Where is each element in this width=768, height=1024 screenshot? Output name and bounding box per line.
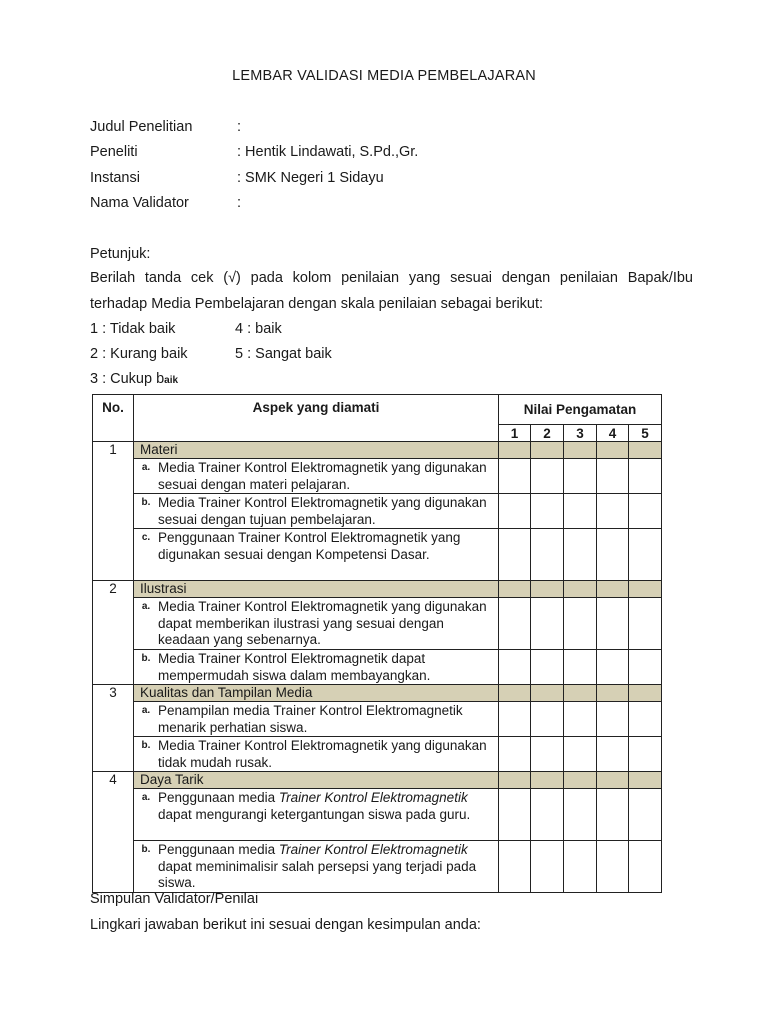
info-label: Peneliti	[90, 144, 138, 160]
score-cell[interactable]	[564, 529, 597, 581]
score-cell[interactable]	[531, 789, 564, 841]
item-text: Penggunaan Trainer Kontrol Elektromagnetik yang digunakan sesuai dengan Kompetensi Dasar.	[158, 530, 461, 562]
validation-table	[92, 394, 662, 893]
section-number: 2	[93, 581, 134, 685]
instruction-line-2: terhadap Media Pembelajaran dengan skala penilaian sebagai berikut:	[90, 296, 544, 312]
aspect-item	[134, 737, 499, 772]
info-label: Instansi	[90, 170, 140, 186]
score-3: 3	[564, 425, 597, 442]
score-cell[interactable]	[564, 459, 597, 494]
aspect-item	[134, 598, 499, 650]
score-cell[interactable]	[597, 494, 629, 529]
score-cell[interactable]	[499, 650, 531, 685]
table-row	[93, 737, 662, 772]
info-label: Judul Penelitian	[90, 119, 193, 135]
score-cell[interactable]	[597, 702, 629, 737]
section-number: 3	[93, 685, 134, 772]
score-cell[interactable]	[499, 459, 531, 494]
scale-1: 1 : Tidak baik	[90, 321, 176, 337]
score-cell[interactable]	[531, 702, 564, 737]
score-cell[interactable]	[597, 841, 629, 893]
item-text-post: dapat mengurangi ketergantungan siswa pada guru.	[158, 806, 471, 822]
score-cell[interactable]	[629, 737, 662, 772]
item-letter: a.	[141, 462, 151, 473]
score-cell[interactable]	[531, 841, 564, 893]
score-cell[interactable]	[499, 598, 531, 650]
score-cell[interactable]	[564, 650, 597, 685]
simpulan-label: Simpulan Validator/Penilai	[90, 891, 259, 907]
score-cell[interactable]	[597, 737, 629, 772]
item-text: Media Trainer Kontrol Elektromagnetik yang digunakan sesuai dengan tujuan pembelajaran.	[158, 495, 487, 527]
item-letter: b.	[141, 844, 151, 855]
table-row	[93, 598, 662, 650]
score-cell[interactable]	[499, 789, 531, 841]
scale-5: 5 : Sangat baik	[235, 346, 332, 362]
score-cell[interactable]	[499, 841, 531, 893]
score-cell[interactable]	[597, 529, 629, 581]
item-text-italic: Trainer Kontrol Elektromagnetik	[278, 842, 468, 857]
section-name: Ilustrasi	[134, 581, 499, 598]
section-name: Materi	[134, 442, 499, 459]
aspect-item	[134, 459, 499, 494]
item-text: Media Trainer Kontrol Elektromagnetik yang digunakan tidak mudah rusak.	[158, 738, 487, 770]
instruction-line-1: Berilah tanda cek (√) pada kolom penilaian yang sesuai dengan penilaian Bapak/Ibu	[90, 270, 693, 286]
score-cell[interactable]	[531, 459, 564, 494]
score-cell[interactable]	[531, 650, 564, 685]
aspect-item	[134, 702, 499, 737]
header-no: No.	[93, 395, 134, 442]
item-letter: a.	[141, 601, 151, 612]
score-cell[interactable]	[499, 494, 531, 529]
info-value: : SMK Negeri 1 Sidayu	[237, 170, 384, 186]
score-cell[interactable]	[629, 459, 662, 494]
petunjuk-label: Petunjuk:	[90, 246, 151, 262]
aspect-item	[134, 529, 499, 581]
table-row	[93, 529, 662, 581]
section-name: Daya Tarik	[134, 772, 499, 789]
scale-4: 4 : baik	[235, 321, 282, 337]
section-number: 4	[93, 772, 134, 893]
score-cell[interactable]	[531, 494, 564, 529]
item-text: Penampilan media Trainer Kontrol Elektromagnetik menarik perhatian siswa.	[158, 703, 463, 735]
score-2: 2	[531, 425, 564, 442]
scale-2: 2 : Kurang baik	[90, 346, 188, 362]
table-row	[93, 702, 662, 737]
score-cell[interactable]	[499, 529, 531, 581]
item-text-italic: Trainer Kontrol Elektromagnetik	[278, 790, 468, 805]
item-text: Media Trainer Kontrol Elektromagnetik yang digunakan sesuai dengan materi pelajaran.	[158, 460, 487, 492]
section-name: Kualitas dan Tampilan Media	[134, 685, 499, 702]
scale-3	[90, 371, 178, 387]
item-letter: b.	[141, 653, 151, 664]
score-cell[interactable]	[597, 650, 629, 685]
score-cell[interactable]	[629, 529, 662, 581]
item-text	[158, 789, 498, 823]
section-number: 1	[93, 442, 134, 581]
item-letter: c.	[141, 532, 151, 543]
table-header-row	[93, 395, 662, 425]
lingkari-instruction: Lingkari jawaban berikut ini sesuai dengan kesimpulan anda:	[90, 917, 481, 933]
score-5: 5	[629, 425, 662, 442]
score-cell[interactable]	[629, 598, 662, 650]
info-value: : Hentik Lindawati, S.Pd.,Gr.	[237, 144, 419, 160]
info-value: :	[237, 195, 242, 211]
header-aspek: Aspek yang diamati	[134, 395, 499, 442]
item-letter: a.	[141, 792, 151, 803]
score-cell[interactable]	[499, 737, 531, 772]
item-letter: b.	[141, 497, 151, 508]
score-4: 4	[597, 425, 629, 442]
item-letter: a.	[141, 705, 151, 716]
score-cell[interactable]	[564, 789, 597, 841]
score-cell[interactable]	[597, 789, 629, 841]
score-cell[interactable]	[499, 702, 531, 737]
score-1: 1	[499, 425, 531, 442]
item-text-pre: Penggunaan media	[158, 842, 279, 857]
scale-3-suffix: aik	[164, 375, 179, 386]
document-title: LEMBAR VALIDASI MEDIA PEMBELAJARAN	[232, 68, 536, 84]
table-row	[93, 650, 662, 685]
aspect-item	[134, 841, 499, 893]
item-text: Media Trainer Kontrol Elektromagnetik yang digunakan dapat memberikan ilustrasi yang sesuai dengan keadaan yang sebenarnya.	[158, 599, 487, 647]
table-row	[93, 789, 662, 841]
section-row	[93, 581, 662, 598]
item-text	[158, 841, 498, 892]
table-row	[93, 841, 662, 893]
table-row	[93, 494, 662, 529]
score-cell[interactable]	[629, 650, 662, 685]
aspect-item	[134, 789, 499, 841]
info-value: :	[237, 119, 242, 135]
scale-3-prefix: 3 : Cukup b	[90, 371, 165, 387]
section-row	[93, 772, 662, 789]
score-cell[interactable]	[629, 702, 662, 737]
score-cell[interactable]	[564, 702, 597, 737]
score-cell[interactable]	[564, 598, 597, 650]
aspect-item	[134, 650, 499, 685]
header-nilai: Nilai Pengamatan	[499, 395, 662, 425]
score-cell[interactable]	[531, 737, 564, 772]
score-cell[interactable]	[597, 459, 629, 494]
score-cell[interactable]	[564, 737, 597, 772]
score-cell[interactable]	[564, 841, 597, 893]
item-text: Media Trainer Kontrol Elektromagnetik dapat mempermudah siswa dalam membayangkan.	[158, 651, 431, 683]
score-cell[interactable]	[629, 841, 662, 893]
table-row	[93, 459, 662, 494]
item-text-post: dapat meminimalisir salah persepsi yang terjadi pada siswa.	[158, 858, 477, 890]
section-row	[93, 685, 662, 702]
score-cell[interactable]	[597, 598, 629, 650]
score-cell[interactable]	[629, 789, 662, 841]
score-cell[interactable]	[531, 598, 564, 650]
aspect-item	[134, 494, 499, 529]
score-cell[interactable]	[564, 494, 597, 529]
score-cell[interactable]	[531, 529, 564, 581]
info-label: Nama Validator	[90, 195, 189, 211]
item-letter: b.	[141, 740, 151, 751]
score-cell[interactable]	[629, 494, 662, 529]
item-text-pre: Penggunaan media	[158, 790, 279, 805]
section-row	[93, 442, 662, 459]
